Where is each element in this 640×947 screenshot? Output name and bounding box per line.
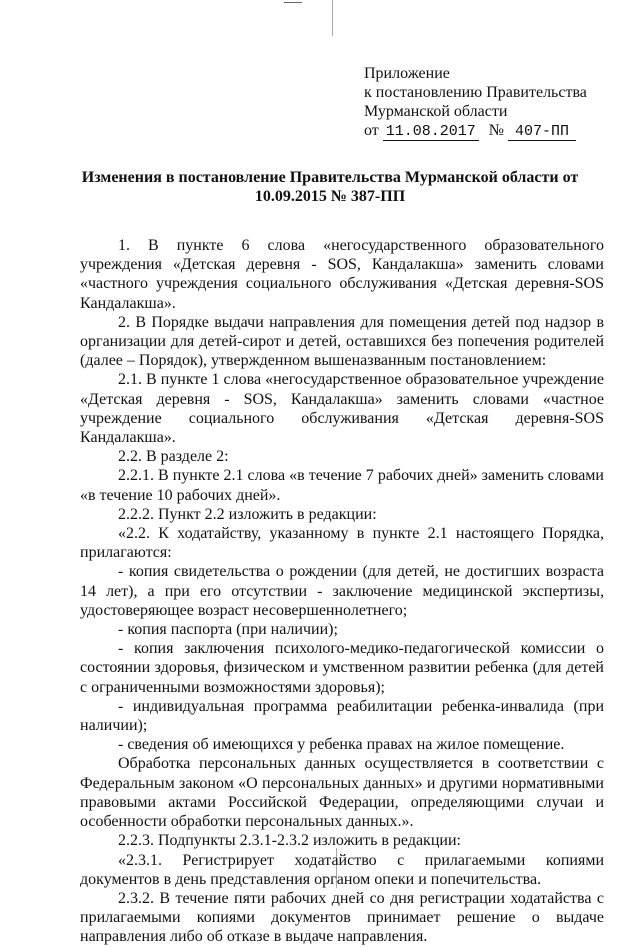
- date-value: 11.08.2017: [383, 124, 479, 141]
- document-title: Изменения в постановление Правительства Мурманской области от 10.09.2015 № 387-ПП: [81, 169, 579, 205]
- paragraph: - сведения об имеющихся у ребенка правах на жилое помещение.: [118, 736, 565, 754]
- paragraph: 2.3.2. В течение пяти рабочих дней со дня регистрации ходатайства с прилагаемыми копиями документов принимает решение о выдаче направления либо об отказе в выдаче направления.: [80, 889, 604, 946]
- paragraph: 2.2.1. В пункте 2.1 слова «в течение 7 рабочих дней» заменить словами «в течение 10 рабочих дней».: [80, 467, 604, 504]
- appendix-header: [364, 64, 634, 141]
- paragraph: - копия заключения психолого-медико-педагогической комиссии о состоянии здоровья, физическом и умственном развитии ребенка (для детей с ограниченными возможностями здоровья);: [80, 640, 604, 696]
- paragraph: Обработка персональных данных осуществляется в соответствии с Федеральным законом «О персональных данных» и другими нормативными правовыми актами Российской Федерации, определяющими случаи и особенности обработки персональных данных.».: [80, 755, 604, 831]
- region-name: Мурманской области: [364, 103, 508, 120]
- paragraph: «2.3.1. Регистрирует ходатайство с прилагаемыми копиями документов в день представления органом опеки и попечительства.: [80, 851, 604, 888]
- paragraph: 2.2.2. Пункт 2.2 изложить в редакции:: [118, 505, 377, 523]
- paragraph: 2.2. В разделе 2:: [118, 448, 229, 466]
- paragraph: 2.1. В пункте 1 слова «негосударственное образовательное учреждение «Детская деревня - SOS, Кандалакша» заменить словами «частное учреждение социального обслуживания «Детская деревня-SOS Кандалакша».: [80, 371, 604, 447]
- date-number-line: [364, 121, 634, 141]
- paragraph: - индивидуальная программа реабилитации ребенка-инвалида (при наличии);: [80, 697, 604, 735]
- paragraph: «2.2. К ходатайству, указанному в пункте 2.1 настоящего Порядка, прилагаются:: [80, 525, 604, 562]
- number-value: 407-ПП: [508, 124, 576, 141]
- resolution-reference: к постановлению Правительства: [364, 84, 587, 101]
- appendix-label: Приложение: [364, 65, 450, 82]
- paragraph: 2. В Порядке выдачи направления для помещения детей под надзор в организации для детей-сирот и детей, оставшихся без попечения родителей (далее – Порядок), утвержденном вышеназванным постановлением:: [80, 313, 604, 370]
- paragraph: - копия свидетельства о рождении (для детей, не достигших возраста 14 лет), а при его отсутствии - заключение медицинской экспертизы, удостоверяющее возраст несовершеннолетнего;: [80, 563, 604, 619]
- date-prefix: от: [364, 122, 379, 139]
- paragraph: - копия паспорта (при наличии);: [118, 621, 338, 639]
- document-body: [80, 236, 604, 947]
- paragraph: 2.2.3. Подпункты 2.3.1-2.3.2 изложить в редакции:: [118, 832, 461, 850]
- paragraph: 1. В пункте 6 слова «негосударственного образовательного учреждения «Детская деревня - SOS, Кандалакша» заменить словами «частного учреждения социального обслуживания «Детская деревня-SOS Кандалакша».: [80, 237, 604, 312]
- scan-mark-top: [284, 2, 302, 3]
- scan-line-top: [332, 0, 333, 36]
- number-prefix: №: [488, 122, 505, 139]
